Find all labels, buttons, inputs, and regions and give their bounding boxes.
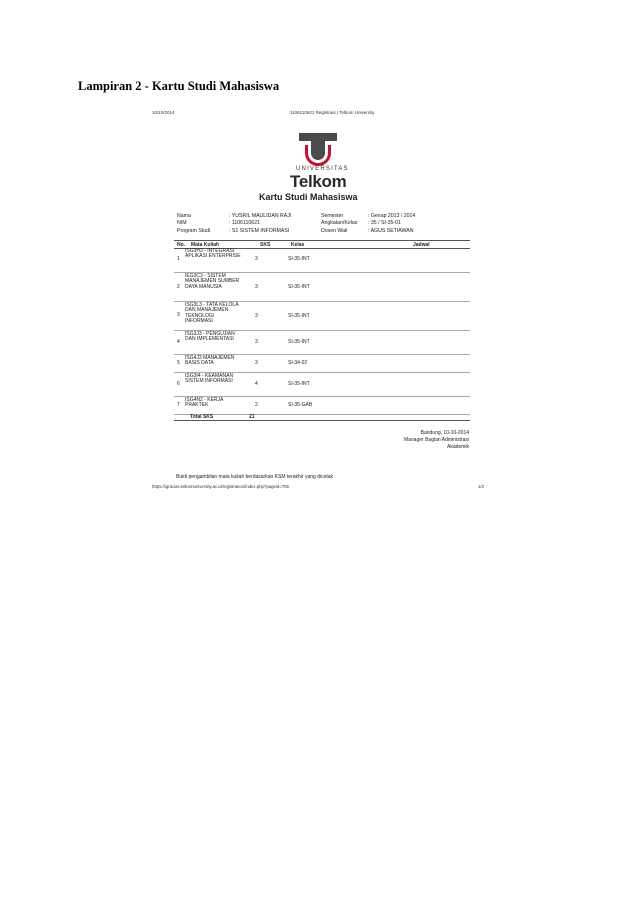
- row-kelas: SI-35-INT: [288, 381, 310, 387]
- info-label: Nama: [177, 213, 191, 219]
- row-sks: 3: [255, 339, 258, 345]
- table-row: [174, 373, 470, 397]
- row-mata-kuliah: ISG4J3 MANAJEMEN BASIS DATA: [185, 355, 235, 367]
- row-no: 1: [177, 256, 180, 262]
- logo-telkom-text: Telkom: [290, 172, 347, 191]
- info-label: Dosen Wali: [321, 227, 348, 234]
- info-value: : Genap 2013 / 2014: [368, 213, 416, 219]
- row-kelas: SI-35-INT: [288, 313, 310, 319]
- table-bottom-rule: [174, 420, 470, 421]
- row-no: 2: [177, 284, 180, 290]
- telkom-university-logo-icon: [295, 131, 341, 167]
- row-kelas: SI-34-02: [288, 360, 308, 366]
- page-number: 1/2: [478, 484, 484, 489]
- info-row-prodi: [177, 228, 291, 235]
- print-header-title: 1106110621 Registrasi | Telkom University: [290, 110, 375, 115]
- row-sks: 3: [255, 313, 258, 319]
- info-label: Semester: [321, 213, 344, 219]
- row-mata-kuliah: ISG3H3 - INTEGRASI APLIKASI ENTERPRISE: [185, 248, 241, 260]
- row-sks: 3: [255, 256, 258, 262]
- table-row: [174, 273, 470, 302]
- row-sks: 3: [255, 284, 258, 290]
- info-value: : S1 SISTEM INFORMASI: [229, 227, 290, 234]
- signature-place-date: Bandung, 10-10-2014: [420, 430, 469, 436]
- row-sks: 4: [255, 381, 258, 387]
- table-row: [174, 302, 470, 331]
- student-info-left: [177, 213, 291, 235]
- info-label: Program Studi: [177, 227, 211, 234]
- row-mata-kuliah: ISG3I4 - KEAMANAN SISTEM INFORMASI: [185, 373, 234, 385]
- info-row-angkatan: [321, 220, 415, 227]
- footer-url: https://igracias.telkomuniversity.ac.id/registration/index.php?pageid=705: [152, 484, 289, 489]
- print-date: 10/10/2014: [152, 110, 175, 115]
- row-kelas: SI-35-INT: [288, 339, 310, 345]
- row-sks: 2: [255, 402, 258, 408]
- header-mata-kuliah: Mata Kuliah: [191, 241, 220, 248]
- info-label: Angkatan/Kelas: [321, 220, 358, 227]
- info-value: : 1106110621: [229, 220, 260, 227]
- row-no: 7: [177, 402, 180, 408]
- info-row-nama: [177, 213, 291, 220]
- table-row: [174, 397, 470, 415]
- row-no: 4: [177, 339, 180, 345]
- total-sks-label: Total SKS: [190, 414, 214, 420]
- row-no: 5: [177, 360, 180, 366]
- signature-role: Manager Bagian Administrasi: [403, 437, 469, 443]
- row-mata-kuliah: ISG4N2 - KERJA PRAKTEK: [185, 397, 224, 409]
- row-kelas: SI-35-GAB: [288, 402, 313, 408]
- info-row-semester: [321, 213, 415, 220]
- footnote: Bukti pengambilan mata kuliah berdasarkan KSM terakhir yang dicetak: [176, 474, 334, 480]
- row-mata-kuliah: ISG3L3 - TATA KELOLA DAN MANAJEMEN TEKNOLOGI INFORMASI: [185, 302, 239, 324]
- row-kelas: SI-35-INT: [288, 256, 310, 262]
- table-row: [174, 248, 470, 273]
- row-no: 3: [177, 312, 180, 318]
- student-info-right: [321, 213, 415, 235]
- signature-unit: Akademik: [447, 444, 469, 450]
- row-sks: 3: [255, 360, 258, 366]
- row-mata-kuliah: ISG3J3 - PENGUJIAN DAN IMPLEMENTASI: [185, 331, 235, 343]
- header-no: No.: [177, 241, 186, 248]
- info-value: : 35 / SI-35-01: [368, 220, 401, 227]
- logo-university-text: UNIVERSITAS: [296, 166, 349, 172]
- table-row: [174, 355, 470, 373]
- info-value: : YUSRIL MAULIDAN RAJI: [229, 213, 292, 219]
- table-row: [174, 331, 470, 355]
- document-title: Kartu Studi Mahasiswa: [259, 192, 358, 202]
- header-jadwal: Jadwal: [413, 241, 430, 248]
- info-label: NIM: [177, 220, 187, 227]
- row-no: 6: [177, 381, 180, 387]
- page-caption: Lampiran 2 - Kartu Studi Mahasiswa: [78, 79, 280, 93]
- total-sks-value: 21: [249, 414, 255, 420]
- row-mata-kuliah: IEG3C3 - SISTEM MANAJEMEN SUMBER DAYA MANUSIA: [185, 273, 240, 290]
- header-sks: SKS: [260, 241, 271, 248]
- row-kelas: SI-35-INT: [288, 284, 310, 290]
- info-value: : AGUS SETIAWAN: [368, 227, 414, 234]
- info-row-dosen-wali: [321, 228, 415, 235]
- header-kelas: Kelas: [291, 241, 305, 248]
- info-row-nim: [177, 220, 291, 227]
